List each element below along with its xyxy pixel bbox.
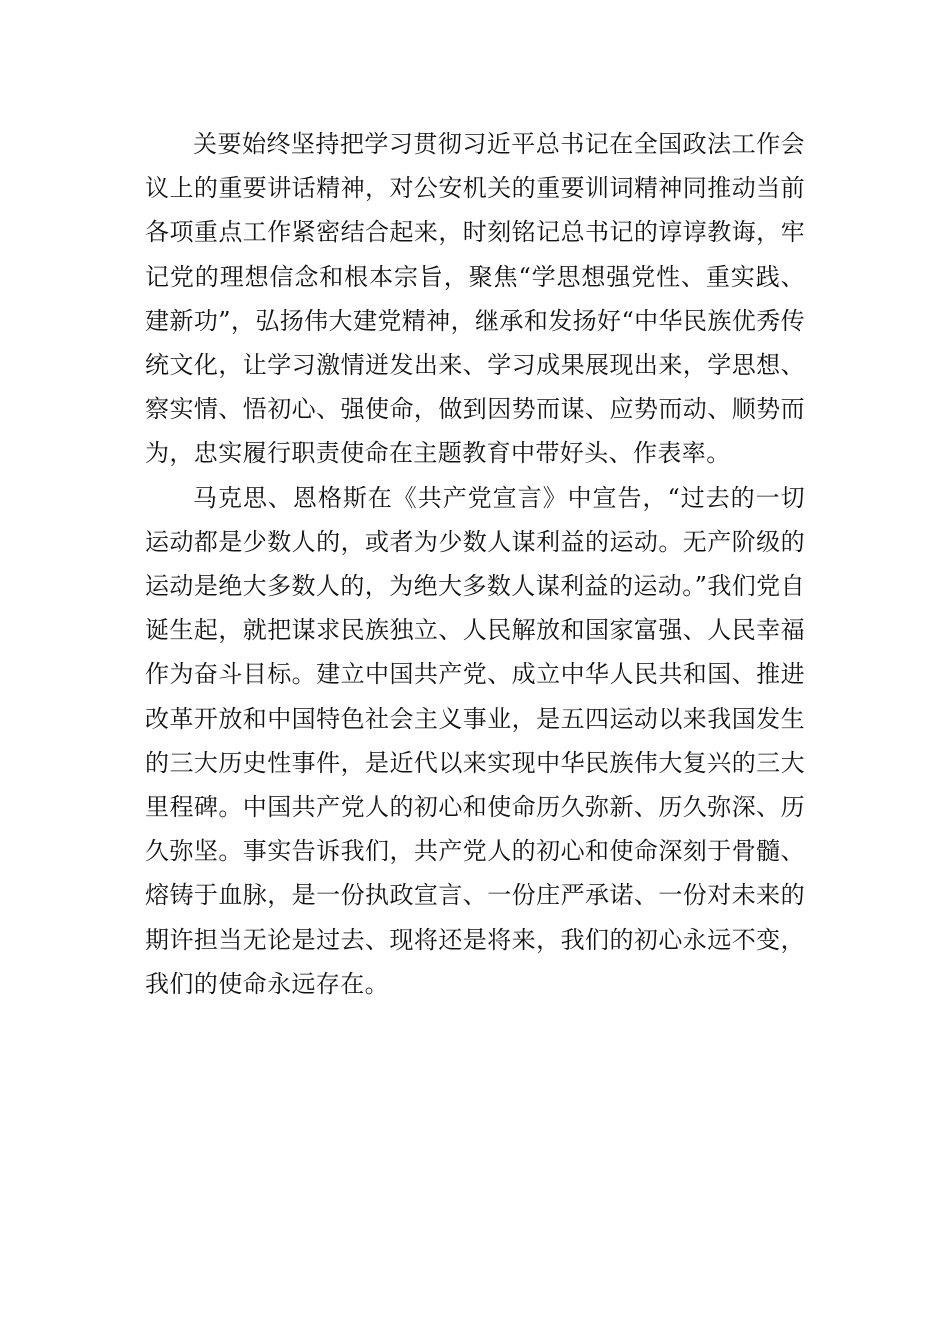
paragraph-1: 关要始终坚持把学习贯彻习近平总书记在全国政法工作会议上的重要讲话精神，对公安机关的重要训词精神同推动当前各项重点工作紧密结合起来，时刻铭记总书记的谆谆教诲，牢记党的理想信念和根本宗旨，聚焦“学思想强党性、重实践、建新功”，弘扬伟大建党精神，继承和发扬好“中华民族优秀传统文化，让学习激情迸发出来、学习成果展现出来，学思想、察实情、悟初心、强使命，做到因势而谋、应势而动、顺势而为，忠实履行职责使命在主题教育中带好头、作表率。 xyxy=(145,130,805,468)
document-body xyxy=(145,122,805,1006)
paragraph-2: 马克思、恩格斯在《共产党宣言》中宣告，“过去的一切运动都是少数人的，或者为少数人谋利益的运动。无产阶级的运动是绝大多数人的，为绝大多数人谋利益的运动。”我们党自诞生起，就把谋求民族独立、人民解放和国家富强、人民幸福作为奋斗目标。建立中国共产党、成立中华人民共和国、推进改革开放和中国特色社会主义事业，是五四运动以来我国发生的三大历史性事件，是近代以来实现中华民族伟大复兴的三大里程碑。中国共产党人的初心和使命历久弥新、历久弥深、历久弥坚。事实告诉我们，共产党人的初心和使命深刻于骨髓、熔铸于血脉，是一份执政宣言、一份庄严承诺、一份对未来的期许担当无论是过去、现将还是将来，我们的初心永远不变，我们的使命永远存在。 xyxy=(145,483,805,998)
